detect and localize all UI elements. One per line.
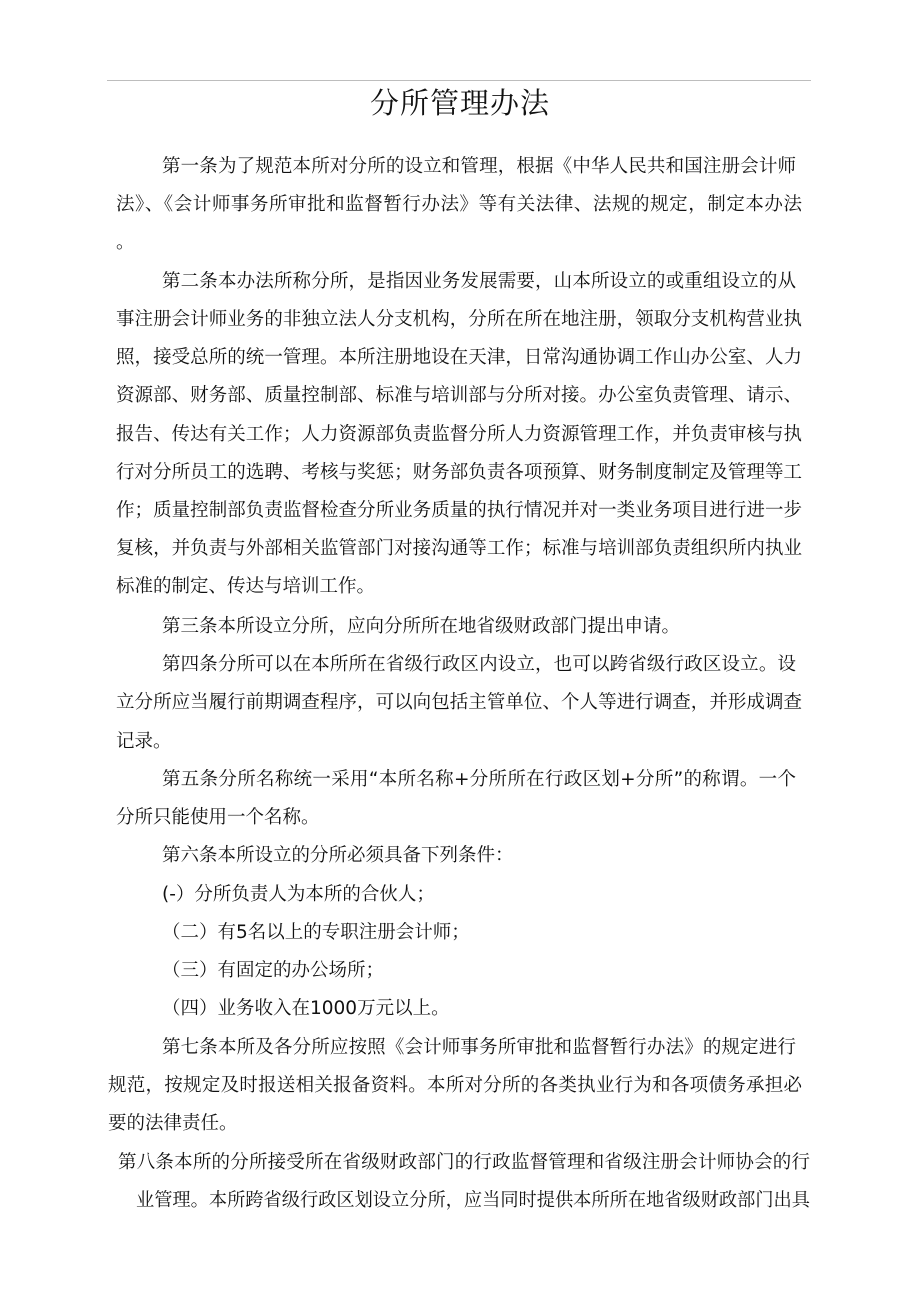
- text-line: 作；质量控制部负责监督检查分所业务质量的执行情况并对一类业务项目进行进一步: [116, 500, 803, 521]
- text-line: (-）分所负责人为本所的合伙人；: [162, 884, 435, 905]
- text-line: 立分所应当履行前期调查程序，可以向包括主管单位、个人等进行调查，并形成调查: [116, 692, 803, 713]
- text-line: 报告、传达有关工作；人力资源部负责监督分所人力资源管理工作，并负责审核与执: [116, 424, 803, 445]
- text-line: 。: [116, 232, 135, 253]
- text-line: 复核，并负责与外部相关监管部门对接沟通等工作；标准与培训部负责组织所内执业: [116, 538, 803, 559]
- text-line: 标准的制定、传达与培训工作。: [116, 576, 376, 597]
- text-line: 资源部、财务部、质量控制部、标准与培训部与分所对接。办公室负责管理、请示、: [116, 385, 803, 406]
- text-line: 行对分所员工的选聘、考核与奖惩；财务部负责各项预算、财务制度制定及管理等工: [116, 462, 803, 483]
- text-line: 第一条为了规范本所对分所的设立和管理，根据《中华人民共和国注册会计师: [162, 156, 797, 177]
- text-line: 第二条本办法所称分所，是指因业务发展需要，山本所设立的或重组设立的从: [162, 271, 797, 292]
- text-line: 第八条本所的分所接受所在省级财政部门的行政监督管理和省级注册会计师协会的行: [118, 1152, 811, 1173]
- text-line: 第三条本所设立分所，应向分所所在地省级财政部门提出申请。: [162, 616, 681, 637]
- text-line: 要的法律责任。: [108, 1113, 238, 1134]
- text-line: 规范，按规定及时报送相关报备资料。本所对分所的各类执业行为和各项债务承担必: [108, 1075, 803, 1096]
- text-line: 分所只能使用一个名称。: [116, 807, 320, 828]
- text-line: 记录。: [116, 731, 172, 752]
- text-line: 第七条本所及各分所应按照《会计师事务所审批和监督暂行办法》的规定进行: [162, 1037, 797, 1058]
- text-line: 第六条本所设立的分所必须具备下列条件：: [162, 845, 514, 866]
- text-line: 第四条分所可以在本所所在省级行政区内设立，也可以跨省级行政区设立。设: [162, 654, 797, 675]
- text-line: 第五条分所名称统一采用“本所名称+分所所在行政区划+分所”的称谓。一个: [162, 769, 797, 790]
- text-line: 法》、《会计师事务所审批和监督暂行办法》等有关法律、法规的规定，制定本办法: [116, 194, 803, 215]
- text-line: （三）有固定的办公场所；: [162, 960, 385, 981]
- text-line: （二）有5名以上的专职注册会计师；: [162, 922, 470, 943]
- text-line: 业管理。本所跨省级行政区划设立分所，应当同时提供本所所在地省级财政部门出具: [136, 1190, 810, 1211]
- text-line: （四）业务收入在1000万元以上。: [162, 998, 450, 1019]
- header-rule: [107, 80, 811, 81]
- text-line: 事注册会计师业务的非独立法人分支机构，分所在所在地注册，领取分支机构营业执: [116, 309, 803, 330]
- text-line: 照，接受总所的统一管理。本所注册地设在天津，日常沟通协调工作山办公室、人力: [116, 347, 803, 368]
- document-title: 分所管理办法: [369, 86, 550, 120]
